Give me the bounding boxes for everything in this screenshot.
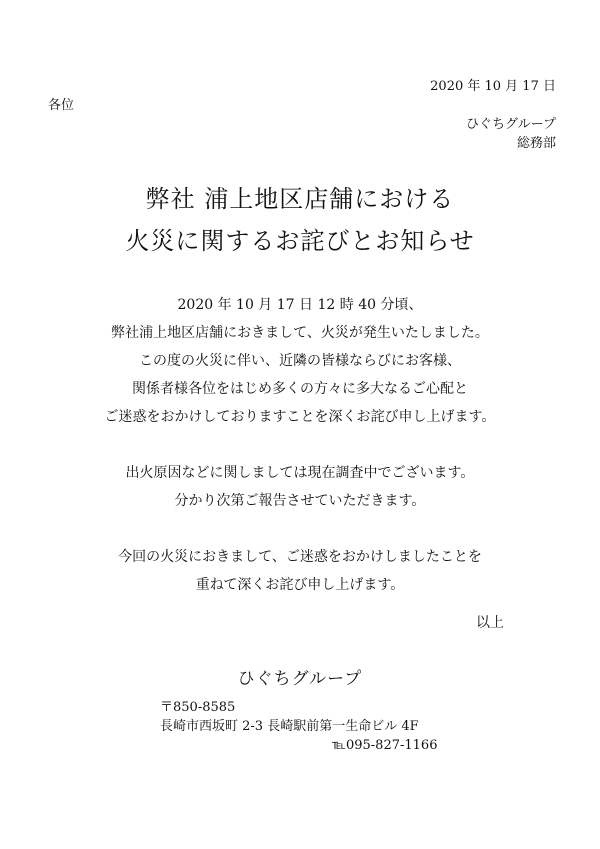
title-line-1: 弊社 浦上地区店舗における — [145, 185, 455, 213]
postal-code: 〒850-8585 — [160, 700, 236, 715]
body-paragraph-2 — [0, 459, 600, 515]
closing-word: 以上 — [476, 615, 504, 631]
body-paragraph-1 — [0, 291, 600, 431]
footer-company: ひぐちグループ — [237, 669, 363, 689]
body-line: この度の火災に伴い、近隣の皆様ならびにお客様、 — [139, 353, 461, 369]
telephone: ℡095-827-1166 — [332, 738, 438, 753]
sender-department: 総務部 — [516, 136, 556, 151]
title-line-2: 火災に関するお詫びとお知らせ — [125, 227, 475, 255]
document-title — [0, 178, 600, 262]
addressee: 各位 — [48, 98, 75, 113]
body-line: 今回の火災におきまして、ご迷惑をおかけしましたことを — [118, 549, 482, 565]
body-line: 2020 年 10 月 17 日 12 時 40 分頃、 — [177, 297, 423, 313]
body-line: ご迷惑をおかけしておりますことを深くお詫び申し上げます。 — [104, 409, 496, 425]
body-paragraph-3 — [0, 543, 600, 599]
body-line: 関係者様各位をはじめ多くの方々に多大なるご心配と — [132, 381, 468, 397]
sender-company: ひぐちグループ — [466, 117, 556, 132]
contact-block — [160, 698, 437, 755]
address: 長崎市西坂町 2-3 長崎駅前第一生命ビル 4F — [160, 719, 419, 734]
sender-block — [466, 115, 556, 153]
document-body — [0, 291, 600, 627]
body-line: 分かり次第ご報告させていただきます。 — [174, 493, 426, 509]
body-line: 重ねて深くお詫び申し上げます。 — [195, 577, 405, 593]
body-line: 出火原因などに関しましては現在調査中でございます。 — [125, 465, 475, 481]
document-date: 2020 年 10 月 17 日 — [430, 79, 556, 94]
body-line: 弊社浦上地区店舗におきまして、火災が発生いたしました。 — [111, 325, 489, 341]
